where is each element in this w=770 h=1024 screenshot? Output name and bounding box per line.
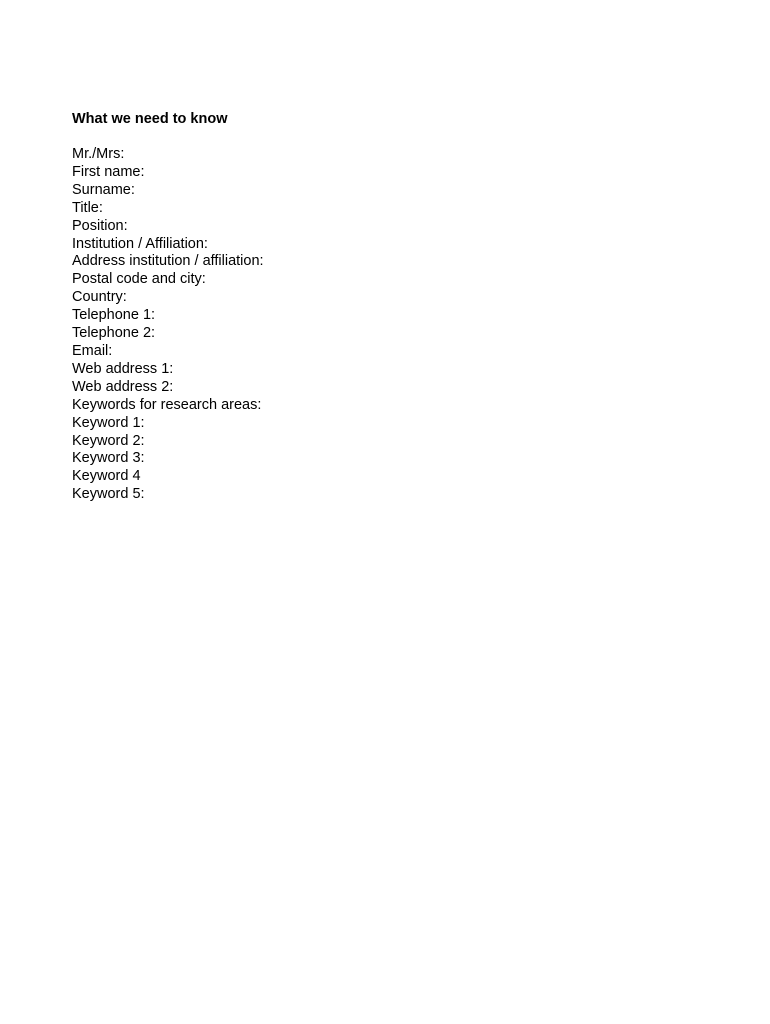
field-label-postal-code-city: Postal code and city: (72, 271, 206, 288)
form-content (72, 111, 264, 504)
field-label-keyword-2: Keyword 2: (72, 432, 145, 449)
field-label-telephone-1: Telephone 1: (72, 307, 156, 324)
field-label-mr-mrs: Mr./Mrs: (72, 146, 125, 162)
field-label-keyword-3: Keyword 3: (72, 450, 145, 467)
field-label-country: Country: (72, 289, 127, 306)
field-label-telephone-2: Telephone 2: (72, 325, 156, 342)
field-label-position: Position: (72, 217, 128, 234)
field-label-keyword-4: Keyword 4 (72, 468, 141, 485)
field-label-web-address-1: Web address 1: (72, 360, 174, 377)
section-heading: What we need to know (72, 111, 228, 127)
field-label-surname: Surname: (72, 181, 135, 198)
field-label-title: Title: (72, 199, 103, 216)
field-label-first-name: First name: (72, 163, 145, 180)
field-label-web-address-2: Web address 2: (72, 378, 174, 395)
field-list (72, 146, 264, 504)
field-label-keyword-5: Keyword 5: (72, 486, 145, 503)
field-label-institution: Institution / Affiliation: (72, 235, 208, 252)
field-label-email: Email: (72, 342, 113, 359)
field-label-address-institution: Address institution / affiliation: (72, 253, 264, 270)
field-label-keyword-1: Keyword 1: (72, 414, 145, 431)
field-label-keywords-research-areas: Keywords for research areas: (72, 396, 262, 413)
